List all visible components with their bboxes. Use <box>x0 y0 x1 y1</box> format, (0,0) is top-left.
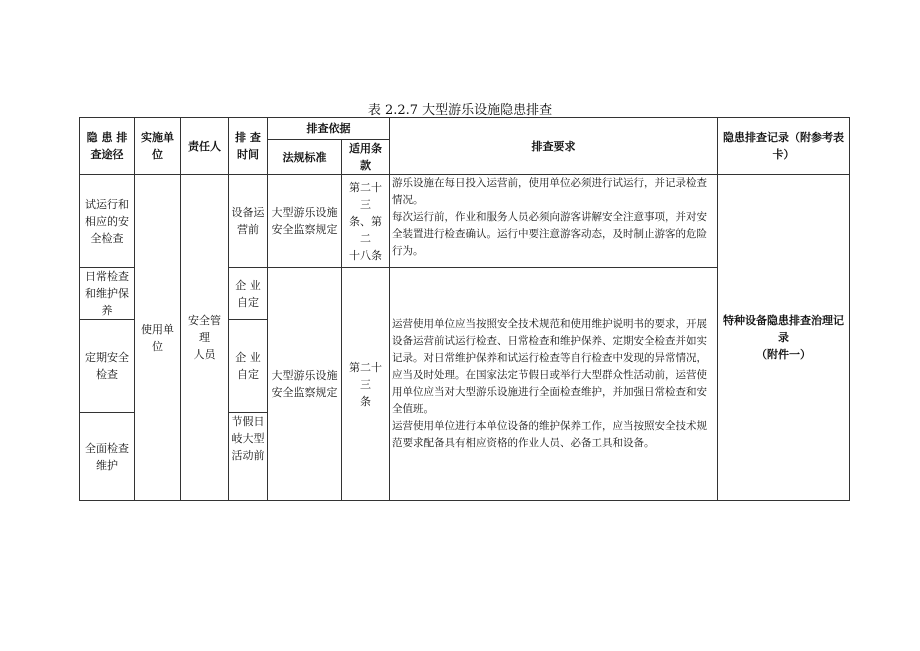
record-cell: 特种设备隐患排查治理记录 （附件一） <box>718 175 850 501</box>
header-time: 排 查 时间 <box>229 118 268 175</box>
hazard-inspection-table <box>79 117 850 501</box>
clause-1: 第二十三 条、第二 十八条 <box>342 175 390 268</box>
header-regulation: 法规标准 <box>268 140 342 175</box>
header-path: 隐 患 排 查途径 <box>80 118 135 175</box>
path-full-inspection: 全面检查 维护 <box>80 413 135 501</box>
header-record: 隐患排查记录（附参考表 卡） <box>718 118 850 175</box>
person-cell: 安全管理 人员 <box>181 175 229 501</box>
time-before-operation: 设备运 营前 <box>229 175 268 268</box>
time-company-defined-1: 企 业 自定 <box>229 268 268 320</box>
unit-cell: 使用单 位 <box>135 175 181 501</box>
clause-2: 第二十三 条 <box>342 268 390 501</box>
path-periodic-check: 定期安全 检查 <box>80 320 135 413</box>
regulation-2: 大型游乐设施 安全监察规定 <box>268 268 342 501</box>
header-basis: 排查依据 <box>268 118 390 140</box>
requirement-2: 运营使用单位应当按照安全技术规范和使用维护说明书的要求，开展设备运营前试运行检查、日常检查和维护保养、定期安全检查并如实记录。对日常维护保养和试运行检查等自行检查中发现的异常情况，应当及时处理。在国家法定节假日或举行大型群众性活动前，运营使用单位应当对大型游乐设施进行全面检查维护，并加强日常检查和安全值班。 运营使用单位进行本单位设备的维护保养工作，应当按照安全技术规范要求配备具有相应资格的作业人员、必备工具和设备。 <box>390 268 718 501</box>
table-title: 表 2.2.7 大型游乐设施隐患排查 <box>367 103 553 118</box>
header-clause: 适用条款 <box>342 140 390 175</box>
requirement-1: 游乐设施在每日投入运营前，使用单位必须进行试运行，并记录检查情况。 每次运行前，作业和服务人员必须向游客讲解安全注意事项，并对安全装置进行检查确认。运行中要注意游客动态，及时制止游客的危险行为。 <box>390 175 718 268</box>
path-trial-run: 试运行和 相应的安 全检查 <box>80 175 135 268</box>
time-company-defined-2: 企 业 自定 <box>229 320 268 413</box>
time-holiday-event: 节假日 岐大型 活动前 <box>229 413 268 501</box>
header-person: 责任人 <box>181 118 229 175</box>
header-unit: 实施单 位 <box>135 118 181 175</box>
regulation-1: 大型游乐设施 安全监察规定 <box>268 175 342 268</box>
path-daily-maintenance: 日常检查 和维护保 养 <box>80 268 135 320</box>
header-requirement: 排查要求 <box>390 118 718 175</box>
